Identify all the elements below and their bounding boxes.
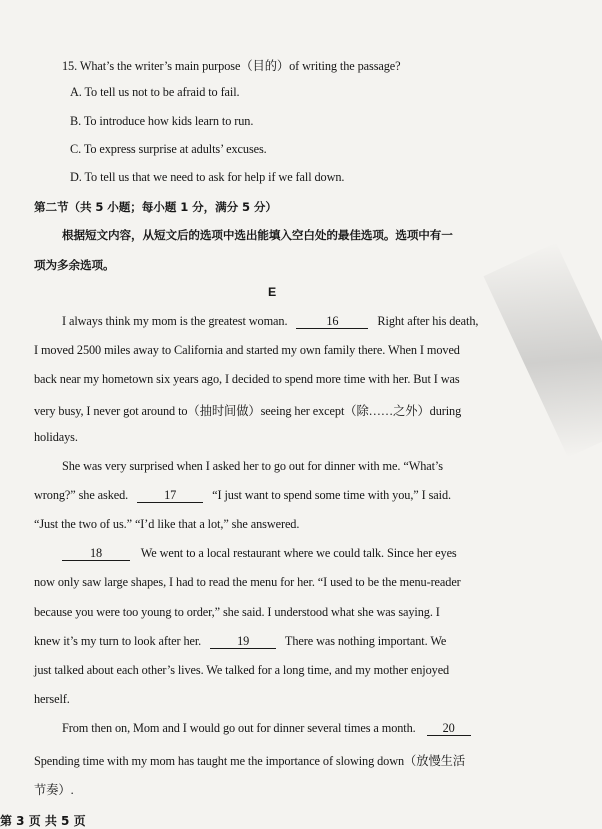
passage-line — [62, 314, 478, 329]
passage-line: She was very surprised when I asked her to go out for dinner with me. “What’s — [62, 459, 443, 473]
passage-line: now only saw large shapes, I had to read the menu for her. “I used to be the menu-reader — [34, 575, 461, 589]
passage-text: I always think my mom is the greatest woman. — [62, 314, 288, 328]
passage-label: E — [268, 285, 277, 299]
passage-line: just talked about each other’s lives. We talked for a long time, and my mother enjoyed — [34, 663, 450, 677]
question-15-option-d: D. To tell us that we need to ask for help if we fall down. — [70, 170, 345, 184]
blank-17: 17 — [137, 489, 203, 503]
blank-16: 16 — [296, 315, 368, 329]
question-15-option-b: B. To introduce how kids learn to run. — [70, 114, 254, 128]
page-shadow — [483, 242, 602, 457]
passage-line — [34, 634, 446, 649]
blank-20: 20 — [427, 722, 471, 736]
passage-line: Spending time with my mom has taught me the importance of slowing down（放慢生活 — [34, 754, 466, 768]
passage-text: From then on, Mom and I would go out for dinner several times a month. — [62, 721, 416, 735]
passage-line: 节奏）. — [34, 783, 74, 797]
blank-19: 19 — [210, 635, 276, 649]
question-15-stem: 15. What’s the writer’s main purpose（目的）of writing the passage? — [62, 59, 401, 73]
passage-line — [62, 546, 457, 561]
page-number: 第 3 页 共 5 页 — [0, 814, 86, 828]
passage-line: I moved 2500 miles away to California and started my own family there. When I moved — [34, 343, 460, 357]
passage-line: holidays. — [34, 430, 78, 444]
blank-18: 18 — [62, 547, 130, 561]
section-instruction-line2: 项为多余选项。 — [34, 258, 115, 272]
passage-line: because you were too young to order,” she said. I understood what she was saying. I — [34, 605, 440, 619]
passage-text: wrong?” she asked. — [34, 488, 129, 502]
passage-text: Right after his death, — [377, 314, 479, 328]
section-heading: 第二节（共 5 小题；每小题 1 分，满分 5 分） — [34, 200, 277, 214]
passage-text: “I just want to spend some time with you,” I said. — [212, 488, 451, 502]
passage-text: knew it’s my turn to look after her. — [34, 634, 202, 648]
passage-line — [62, 721, 471, 736]
passage-line: back near my hometown six years ago, I decided to spend more time with her. But I was — [34, 372, 460, 386]
passage-line: “Just the two of us.” “I’d like that a lot,” she answered. — [34, 517, 300, 531]
passage-text: There was nothing important. We — [284, 634, 447, 648]
question-15-option-c: C. To express surprise at adults’ excuses. — [70, 142, 267, 156]
passage-text: We went to a local restaurant where we could talk. Since her eyes — [140, 546, 457, 560]
passage-line: very busy, I never got around to（抽时间做）seeing her except（除……之外）during — [34, 404, 462, 418]
passage-line — [34, 488, 451, 503]
section-instruction-line1: 根据短文内容，从短文后的选项中选出能填入空白处的最佳选项。选项中有一 — [62, 228, 453, 242]
question-15-option-a: A. To tell us not to be afraid to fail. — [70, 85, 240, 99]
passage-line: herself. — [34, 692, 70, 706]
